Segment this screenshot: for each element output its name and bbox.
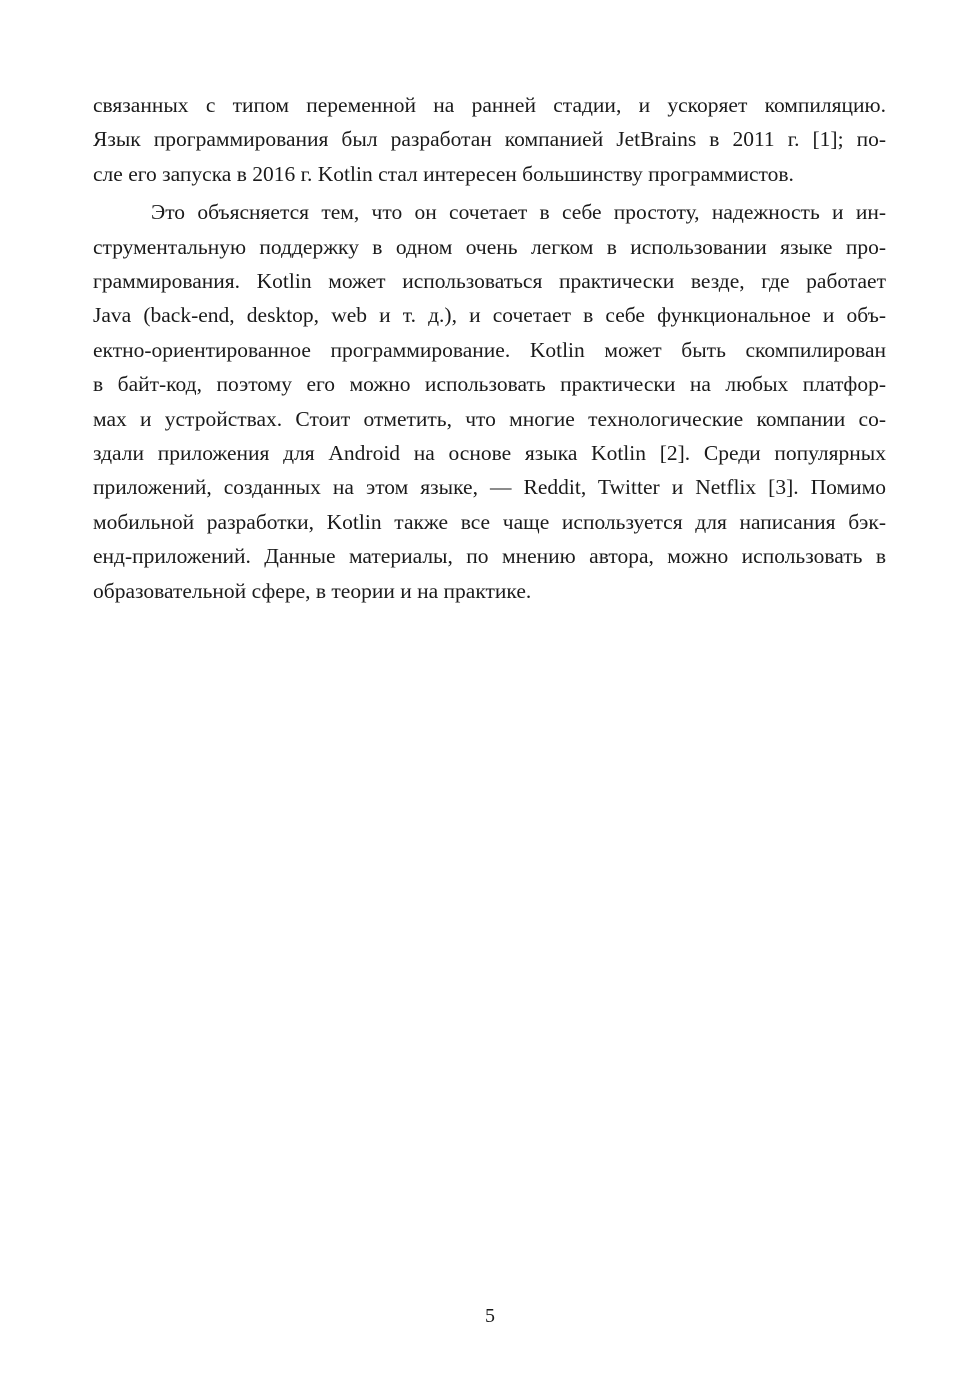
text-line: ектно-ориентированное программирование. Kotlin может быть скомпилирован (93, 337, 886, 362)
text-line: в байт-код, поэтому его можно использовать практически на любых платфор- (93, 372, 886, 397)
text-line: здали приложения для Android на основе языка Kotlin [2]. Среди популярных (93, 441, 886, 466)
text-line: Язык программирования был разработан компанией JetBrains в 2011 г. [1]; по- (93, 127, 886, 152)
text-line: мобильной разработки, Kotlin также все чаще используется для написания бэк- (93, 509, 886, 534)
text-line: приложений, созданных на этом языке, — Reddit, Twitter и Netflix [3]. Помимо (93, 475, 886, 500)
page-number: 5 (485, 1305, 495, 1327)
document-body (93, 88, 886, 608)
paragraph-1 (93, 88, 886, 191)
text-line: Java (back-end, desktop, web и т. д.), и сочетает в себе функциональное и объ- (93, 303, 886, 328)
paragraph-2 (93, 195, 886, 608)
text-line (93, 195, 886, 229)
text-line: енд-приложений. Данные материалы, по мнению автора, можно использовать в (93, 544, 886, 569)
text-line: связанных с типом переменной на ранней стадии, и ускоряет компиляцию. (93, 93, 886, 117)
text-line: граммирования. Kotlin может использоваться практически везде, где работает (93, 269, 886, 294)
text-line: струментальную поддержку в одном очень легком в использовании языке про- (93, 234, 886, 259)
text-line-content: Это объясняется тем, что он сочетает в себе простоту, надежность и ин- (151, 200, 886, 225)
text-line: сле его запуска в 2016 г. Kotlin стал интересен большинству программистов. (93, 161, 794, 186)
text-line: мах и устройствах. Стоит отметить, что многие технологические компании со- (93, 406, 886, 431)
text-line: образовательной сфере, в теории и на практике. (93, 578, 532, 603)
